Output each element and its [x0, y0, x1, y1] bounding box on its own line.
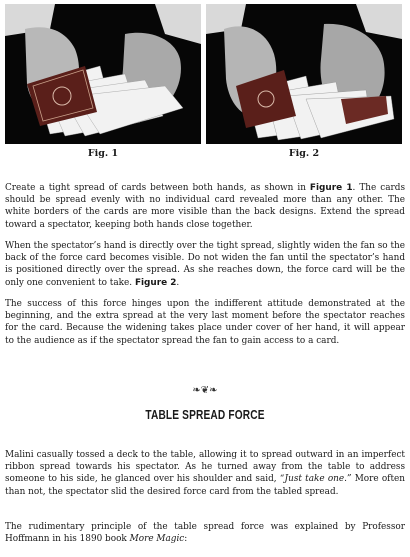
figure-1-caption: Fig. 1: [87, 148, 119, 159]
figure-2: [206, 4, 402, 159]
section-ornament: ❧❦❧: [192, 385, 218, 396]
section-heading: TABLE SPREAD FORCE: [145, 407, 265, 422]
paragraph-5-text-end: :: [184, 534, 188, 545]
paragraph-2: [5, 240, 405, 289]
paragraph-1-text: Create a tight spread of cards between both hands, as shown in: [5, 183, 310, 193]
figure-2-caption: Fig. 2: [288, 148, 320, 159]
paragraph-4: [5, 449, 405, 498]
paragraph-2-text-end: .: [176, 277, 180, 288]
figure-2-photo: [206, 4, 402, 144]
figure-2-reference: Figure 2: [134, 277, 177, 288]
paragraph-3: The success of this force hinges upon the indifferent attitude demonstrated at the beginning, and the extra spread at the very last moment before the spectator reaches for the card. Because the widening takes place under cover of her hand, it will appear to the audience as if the spectator spread the fan to gain access to a card.: [5, 299, 405, 346]
figure-1: [5, 4, 201, 159]
paragraph-1-text-end: . The cards should be spread evenly with no individual card revealed more than any other. The white borders of the cards are more visible than the back designs. Extend the spread toward a spectator, keeping both hands close together.: [5, 183, 406, 230]
paragraph-5: [5, 521, 405, 545]
paragraph-5-text: The rudimentary principle of the table spread force was explained by Professor Hoffmann in his 1890 book: [5, 522, 405, 545]
paragraph-4-text-end: More often than not, the spectator slid the desired force card from the tabled spread.: [5, 474, 406, 497]
figure-1-photo: [5, 4, 201, 144]
book-title-more-magic: More Magic: [129, 534, 185, 545]
paragraph-1: [5, 182, 405, 231]
quote-just-take-one: “Just take one.”: [279, 474, 352, 485]
figure-row: [0, 4, 410, 166]
paragraph-2-text: When the spectator’s hand is directly over the tight spread, slightly widen the fan so the back of the force card becomes visible. Do not widen the fan until the spectator’s hand is positioned directly over the spread. As she reaches down, the force card will be the only one convenient to take.: [5, 241, 405, 288]
paragraph-4-text: Malini casually tossed a deck to the table, allowing it to spread outward in an imperfect ribbon spread towards his spectator. As he turned away from the table to address someone to his side, he glanced over his shoulder and said,: [5, 450, 405, 485]
figure-1-reference: Figure 1: [309, 183, 353, 193]
